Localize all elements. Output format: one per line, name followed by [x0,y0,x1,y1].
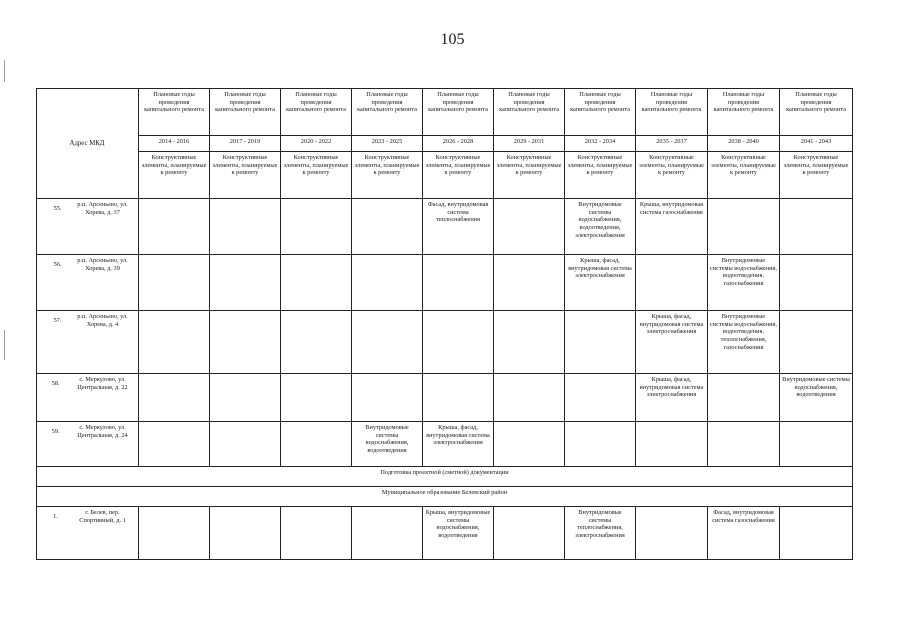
planned-years-header: Плановые годы проведения капитального ремонта [636,89,708,136]
repair-cell: Внутридомовые системы водоснабжения, водоотведения, электроснабжения [565,199,636,255]
repair-cell: Внутридомовые системы водоснабжения, водоотведения [780,374,853,422]
repair-cell [281,422,352,467]
scan-edge-mark [4,330,5,360]
elements-header: Конструктивные элементы, планируемые к ремонту [636,152,708,199]
repair-cell [565,422,636,467]
planned-years-header: Плановые годы проведения капитального ремонта [139,89,210,136]
elements-header: Конструктивные элементы, планируемые к ремонту [423,152,494,199]
repair-cell [494,255,565,311]
section-project-documentation: Подготовка проектной (сметной) документации [37,467,853,487]
repair-cell [210,199,281,255]
repair-cell [565,374,636,422]
elements-header: Конструктивные элементы, планируемые к ремонту [565,152,636,199]
header-row-planned-years [37,89,853,136]
repair-cell [352,311,423,374]
repair-cell: Внутридомовые системы теплоснабжения, электроснабжения [565,507,636,560]
header-row-periods [37,136,853,152]
repair-cell: Внутридомовые системы водоснабжения, водоотведения [352,422,423,467]
repair-cell [281,199,352,255]
planned-years-header: Плановые годы проведения капитального ремонта [210,89,281,136]
period-cell: 2017 - 2019 [210,136,281,152]
repair-cell [352,374,423,422]
repair-cell [565,311,636,374]
repair-cell [139,255,210,311]
repair-cell [139,199,210,255]
row-address: р.п. Арсеньево, ул. Хорева, д. 4 [77,313,128,328]
planned-years-header: Плановые годы проведения капитального ремонта [780,89,853,136]
row-address: с. Меркулово, ул. Центральная, д. 22 [77,376,128,391]
period-cell: 2023 - 2025 [352,136,423,152]
repair-cell: Фасад, внутридомовая система газоснабжения [708,507,780,560]
repair-cell: Крыша, фасад, внутридомовая система электроснабжения [565,255,636,311]
repair-cell [139,422,210,467]
repair-cell [636,422,708,467]
period-cell: 2014 - 2016 [139,136,210,152]
repair-cell [281,255,352,311]
repair-cell [780,507,853,560]
section-row [37,467,853,487]
section-row [37,487,853,507]
table-row [37,199,853,255]
repair-cell: Крыша, фасад, внутридомовая система электроснабжения [636,374,708,422]
repair-cell [780,311,853,374]
repair-cell [494,199,565,255]
repair-cell [139,507,210,560]
repair-cell [139,311,210,374]
period-cell: 2038 - 2040 [708,136,780,152]
page-number: 105 [440,31,465,48]
repair-cell [780,255,853,311]
repair-cell [780,422,853,467]
repair-cell [494,311,565,374]
repair-cell [494,507,565,560]
repair-cell [281,374,352,422]
elements-header: Конструктивные элементы, планируемые к ремонту [281,152,352,199]
planned-years-header: Плановые годы проведения капитального ремонта [423,89,494,136]
row-number: 58. [51,380,60,388]
repair-cell [636,255,708,311]
repair-cell [423,374,494,422]
repair-cell [494,422,565,467]
row-number: 1. [53,513,58,521]
row-address: р.п. Арсеньево, ул. Хорева, д. 39 [77,257,128,272]
table-row [37,507,853,560]
repair-cell [281,507,352,560]
section-municipality: Муниципальное образование Белевский район [37,487,853,507]
planned-years-header: Плановые годы проведения капитального ремонта [281,89,352,136]
period-cell: 2020 - 2022 [281,136,352,152]
elements-header: Конструктивные элементы, планируемые к ремонту [780,152,853,199]
repair-cell: Фасад, внутридомовая система теплоснабжения [423,199,494,255]
planned-years-header: Плановые годы проведения капитального ремонта [494,89,565,136]
repair-cell [210,422,281,467]
repair-cell [210,374,281,422]
period-cell: 2032 - 2034 [565,136,636,152]
address-header-label: Адрес МКД [69,140,105,147]
row-number: 56. [53,261,62,269]
repair-cell [210,311,281,374]
elements-header: Конструктивные элементы, планируемые к ремонту [352,152,423,199]
repair-cell [494,374,565,422]
table-row [37,311,853,374]
repair-cell [423,255,494,311]
table-row [37,255,853,311]
elements-header: Конструктивные элементы, планируемые к ремонту [708,152,780,199]
elements-header: Конструктивные элементы, планируемые к ремонту [494,152,565,199]
row-number: 57. [53,317,62,325]
planned-years-header: Плановые годы проведения капитального ремонта [565,89,636,136]
row-number: 55. [53,205,62,213]
repair-cell [423,311,494,374]
header-row-elements [37,152,853,199]
period-cell: 2041 - 2043 [780,136,853,152]
repair-cell [139,374,210,422]
row-number: 59. [51,428,60,436]
elements-header: Конструктивные элементы, планируемые к ремонту [139,152,210,199]
repair-cell: Крыша, фасад, внутридомовая система электроснабжения [423,422,494,467]
repair-cell [708,422,780,467]
table-row [37,422,853,467]
repair-cell [281,311,352,374]
repair-cell: Крыша, фасад, внутридомовая система электроснабжения [636,311,708,374]
period-cell: 2026 - 2028 [423,136,494,152]
repair-cell [352,255,423,311]
repair-cell [352,199,423,255]
period-cell: 2029 - 2031 [494,136,565,152]
planned-years-header: Плановые годы проведения капитального ремонта [708,89,780,136]
elements-header: Конструктивные элементы, планируемые к ремонту [210,152,281,199]
row-address: г. Белев, пер. Спортивный, д. 1 [79,509,126,524]
repair-cell: Крыша, внутридомовые системы водоснабжения, водоотведения [423,507,494,560]
period-cell: 2035 - 2037 [636,136,708,152]
repair-cell [210,255,281,311]
repair-cell: Крыша, внутридомовая система газоснабжения [636,199,708,255]
repair-cell [636,507,708,560]
repair-cell [780,199,853,255]
repair-cell [708,374,780,422]
row-address: с. Меркулово, ул. Центральная, д. 24 [77,424,128,439]
repair-cell [210,507,281,560]
repair-cell [352,507,423,560]
repair-cell: Внутридомовые системы водоснабжения, водоотведения, теплоснабжения, газоснабжения [708,311,780,374]
repair-cell [708,199,780,255]
row-address: р.п. Арсеньево, ул. Хорева, д. 37 [77,201,128,216]
planned-years-header: Плановые годы проведения капитального ремонта [352,89,423,136]
scan-edge-mark [4,60,5,82]
repair-cell: Внутридомовые системы водоснабжения, водоотведения, газоснабжения [708,255,780,311]
capital-repair-table [36,88,853,560]
table-row [37,374,853,422]
